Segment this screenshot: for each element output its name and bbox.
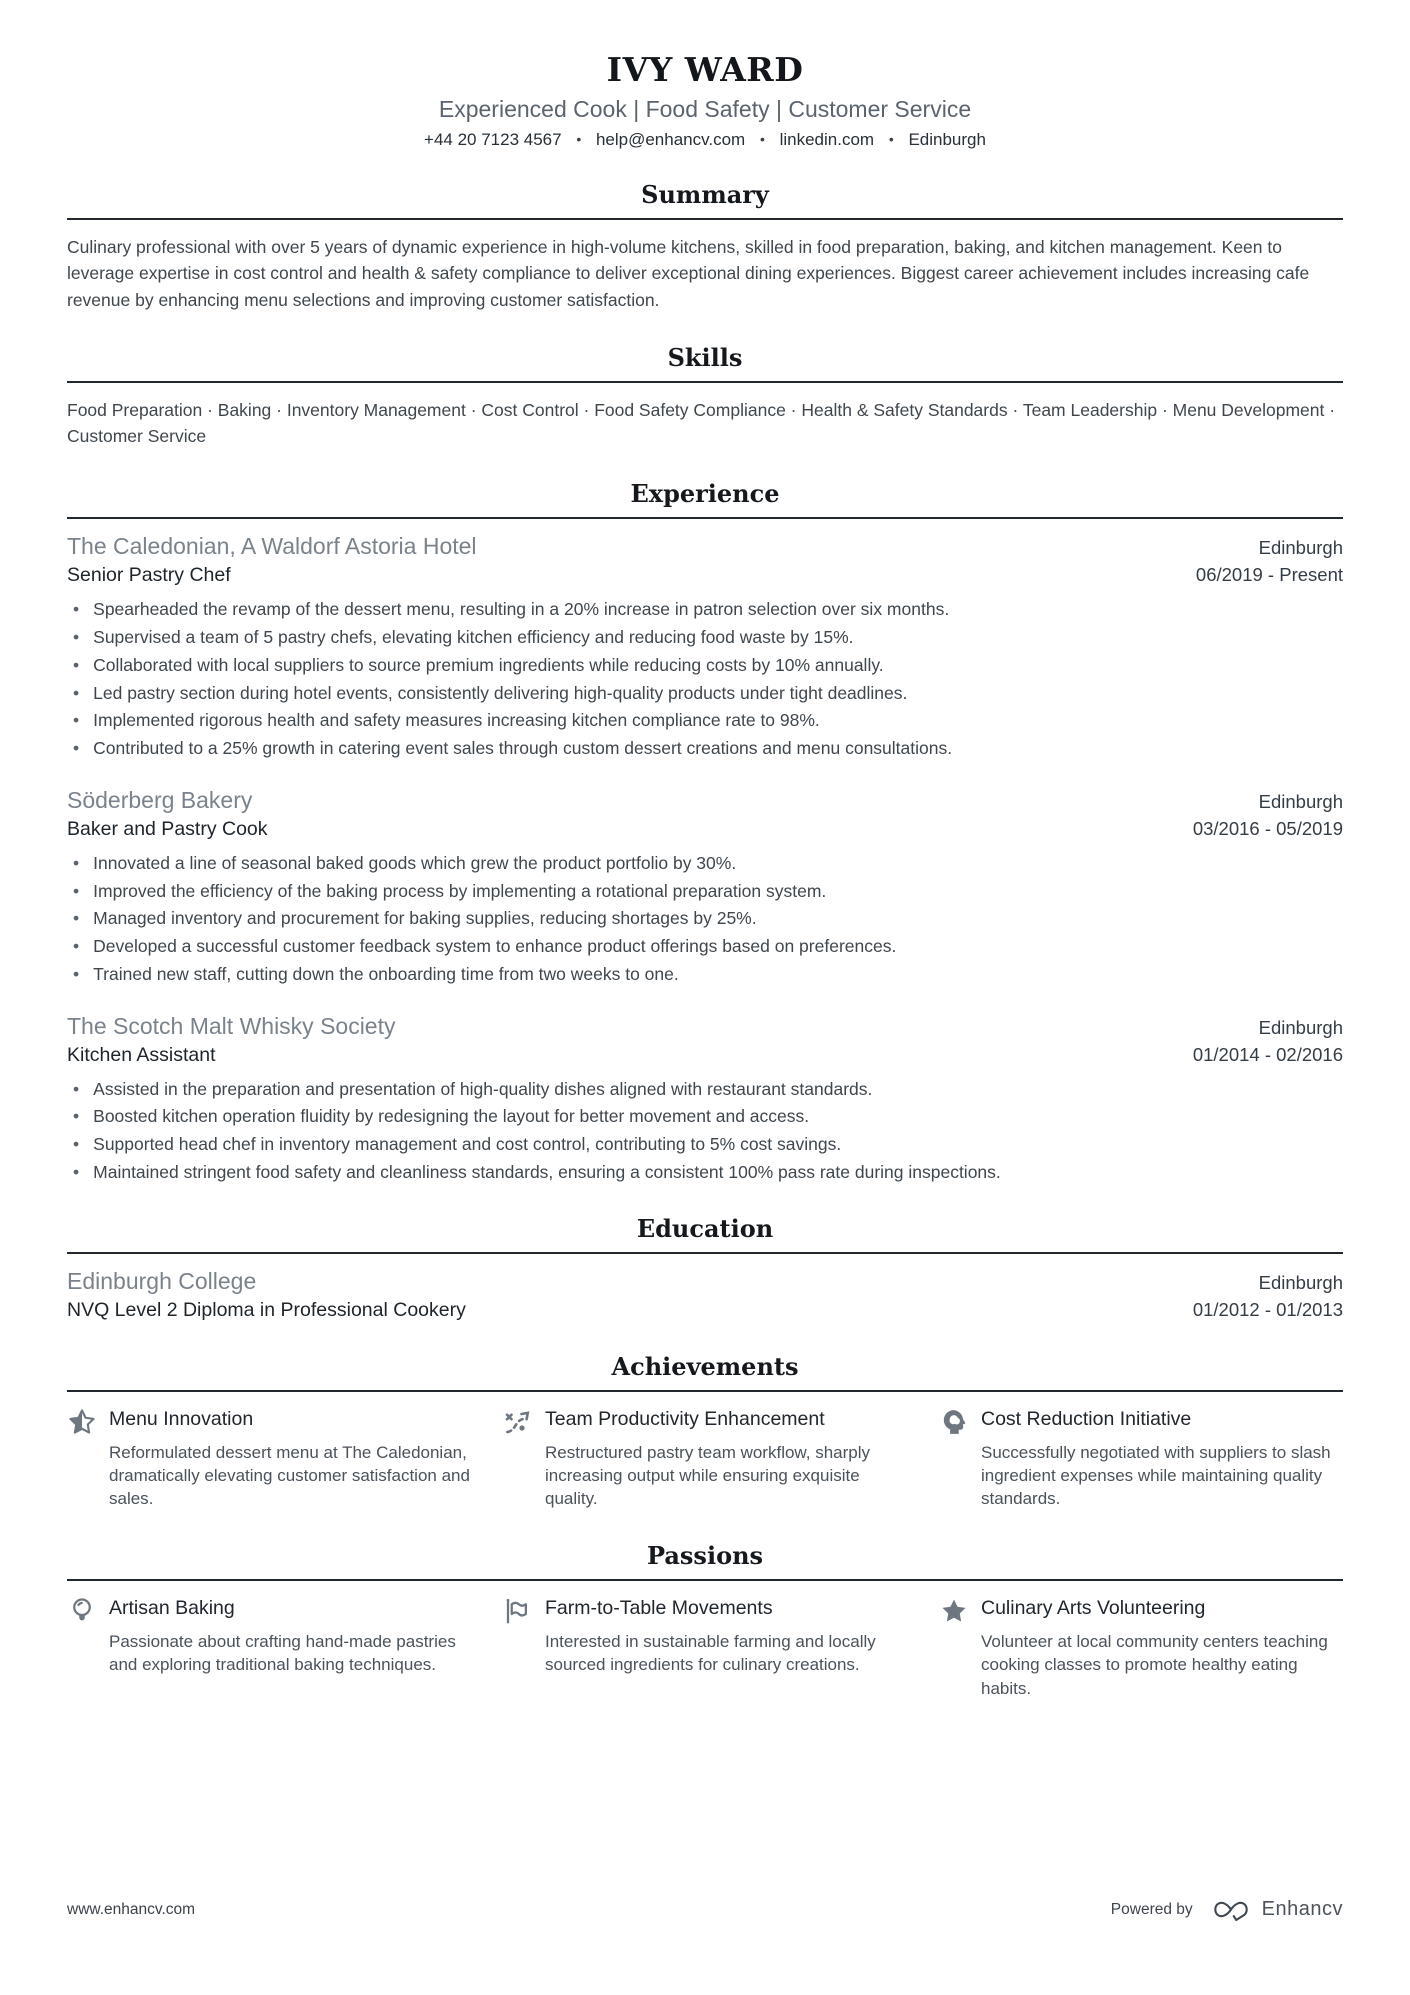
section-rule [67, 517, 1343, 519]
job-bullet: • Boosted kitchen operation fluidity by redesigning the layout for better movement and access. [73, 1106, 810, 1127]
achievement-card [939, 1406, 1343, 1511]
degree-name: NVQ Level 2 Diploma in Professional Cookery [67, 1298, 466, 1321]
section-rule [67, 1390, 1343, 1392]
bullet-glyph: • [73, 963, 80, 984]
job-bullet: • Supervised a team of 5 pastry chefs, elevating kitchen efficiency and reducing food waste by 15%. [73, 627, 854, 647]
achievement-text: Successfully negotiated with suppliers to slash ingredient expenses while maintaining quality standards. [981, 1442, 1331, 1509]
bullet-glyph: • [73, 1078, 80, 1099]
bullet-separator: • [888, 131, 894, 147]
achievement-title: Menu Innovation [109, 1407, 254, 1430]
contact-phone: +44 20 7123 4567 [424, 130, 562, 149]
company-name: The Caledonian, A Waldorf Astoria Hotel [67, 533, 477, 560]
resume-header [67, 50, 1343, 150]
section-skills [67, 343, 1343, 450]
job-bullet: • Led pastry section during hotel events, consistently delivering high-quality products under tight deadlines. [73, 682, 908, 703]
job-title: Senior Pastry Chef [67, 564, 231, 587]
job-bullet-list [67, 852, 1343, 986]
bullet-glyph: • [73, 880, 80, 901]
job-title: Baker and Pastry Cook [67, 817, 268, 840]
job-bullet: • Managed inventory and procurement for baking supplies, reducing shortages by 25%. [73, 908, 757, 929]
section-experience [67, 479, 1343, 1183]
bullet-glyph: • [73, 852, 80, 873]
bullet-glyph: • [73, 1161, 80, 1182]
powered-by-label: Powered by [1110, 1900, 1193, 1918]
job-bullet-list [67, 598, 1343, 760]
contact-line [67, 130, 1343, 150]
section-rule [67, 218, 1343, 220]
education-dates: 01/2012 - 01/2013 [1192, 1298, 1343, 1320]
skills-heading: Skills [667, 342, 743, 372]
job-bullet: • Trained new staff, cutting down the onboarding time from two weeks to one. [73, 963, 679, 984]
company-name: The Scotch Malt Whisky Society [67, 1012, 396, 1039]
footer-website-link[interactable]: www.enhancv.com [67, 1900, 196, 1918]
bullet-glyph: • [73, 627, 80, 647]
candidate-name: IVY WARD [606, 50, 804, 89]
contact-email[interactable]: help@enhancv.com [595, 130, 746, 149]
bullet-glyph: • [73, 1134, 80, 1154]
job-bullet: • Collaborated with local suppliers to source premium ingredients while reducing costs by 10% annually. [73, 654, 884, 675]
section-rule [67, 381, 1343, 383]
education-entry [67, 1268, 1343, 1322]
job-title: Kitchen Assistant [67, 1043, 216, 1066]
skills-list: Food Preparation · Baking · Inventory Management · Cost Control · Food Safety Compliance · Health & Safety Standards · Team Leadership · Menu Development · Customer Service [67, 399, 1336, 446]
job-dates: 06/2019 - Present [1195, 564, 1343, 586]
education-heading: Education [636, 1213, 774, 1243]
star-icon [939, 1595, 969, 1626]
bullet-separator: • [759, 131, 765, 147]
job-bullet: • Assisted in the preparation and presentation of high-quality dishes aligned with restaurant standards. [73, 1078, 873, 1099]
lightbulb-icon [67, 1595, 97, 1626]
experience-entry [67, 787, 1343, 986]
job-bullet: • Contributed to a 25% growth in catering event sales through custom dessert creations and menu consultations. [73, 738, 953, 758]
passion-card [503, 1595, 907, 1700]
bullet-glyph: • [73, 599, 80, 620]
passion-title: Farm-to-Table Movements [545, 1596, 773, 1619]
job-location: Edinburgh [1258, 537, 1343, 559]
achievement-card [503, 1406, 907, 1511]
bullet-separator: • [576, 131, 582, 147]
bullet-glyph: • [73, 682, 80, 703]
job-bullet: • Maintained stringent food safety and cleanliness standards, ensuring a consistent 100% pass rate during inspections. [73, 1161, 1001, 1182]
passion-card [939, 1595, 1343, 1700]
enhancv-logo-icon [1209, 1896, 1253, 1923]
company-name: Söderberg Bakery [67, 786, 253, 813]
section-passions [67, 1541, 1343, 1700]
job-bullet: • Supported head chef in inventory management and cost control, contributing to 5% cost savings. [73, 1134, 842, 1154]
passions-heading: Passions [646, 1540, 764, 1570]
passion-title: Culinary Arts Volunteering [981, 1596, 1206, 1619]
flag-icon [503, 1595, 533, 1626]
strategy-icon [503, 1406, 533, 1437]
section-summary [67, 180, 1343, 313]
experience-heading: Experience [630, 479, 780, 509]
passion-text: Passionate about crafting hand-made pastries and exploring traditional baking techniques. [109, 1631, 456, 1675]
job-bullet: • Implemented rigorous health and safety measures increasing kitchen compliance rate to 98%. [73, 710, 820, 731]
job-bullet: • Improved the efficiency of the baking process by implementing a rotational preparation system. [73, 880, 827, 901]
passion-title: Artisan Baking [109, 1596, 235, 1619]
summary-text: Culinary professional with over 5 years of dynamic experience in high-volume kitchens, skilled in food preparation, baking, and kitchen management. Keen to leverage expertise in cost control and health & safety compliance to deliver exceptional dining experiences. Biggest career achievement includes increasing cafe revenue by enhancing menu selections and improving customer satisfaction. [67, 237, 1310, 310]
experience-entry [67, 1013, 1343, 1184]
achievement-text: Reformulated dessert menu at The Caledonian, dramatically elevating customer satisfaction and sales. [109, 1442, 470, 1509]
job-bullet: • Innovated a line of seasonal baked goods which grew the product portfolio by 30%. [73, 852, 737, 873]
contact-linkedin[interactable]: linkedin.com [779, 130, 875, 149]
achievement-title: Team Productivity Enhancement [545, 1407, 825, 1430]
bullet-glyph: • [73, 654, 80, 675]
achievement-title: Cost Reduction Initiative [981, 1407, 1192, 1430]
passion-text: Volunteer at local community centers teaching cooking classes to promote healthy eating habits. [981, 1631, 1328, 1698]
job-dates: 01/2014 - 02/2016 [1192, 1043, 1343, 1065]
job-dates: 03/2016 - 05/2019 [1192, 817, 1343, 839]
mind-icon [939, 1406, 969, 1437]
section-education [67, 1214, 1343, 1322]
job-bullet: • Spearheaded the revamp of the dessert menu, resulting in a 20% increase in patron selection over six months. [73, 599, 950, 620]
bullet-glyph: • [73, 1106, 80, 1127]
summary-heading: Summary [641, 180, 769, 209]
bullet-glyph: • [73, 738, 80, 758]
bullet-glyph: • [73, 710, 80, 731]
section-rule [67, 1252, 1343, 1254]
enhancv-brand-name: Enhancv [1261, 1898, 1343, 1920]
section-rule [67, 1579, 1343, 1581]
bullet-glyph: • [73, 908, 80, 929]
job-location: Edinburgh [1258, 790, 1343, 812]
page-footer [67, 1896, 1343, 1923]
job-location: Edinburgh [1258, 1016, 1343, 1038]
bullet-glyph: • [73, 936, 80, 956]
experience-entry [67, 533, 1343, 760]
school-name: Edinburgh College [67, 1267, 257, 1294]
achievement-text: Restructured pastry team workflow, sharply increasing output while ensuring exquisite quality. [545, 1442, 871, 1509]
job-bullet: • Developed a successful customer feedback system to enhance product offerings based on preferences. [73, 936, 897, 956]
achievement-card [67, 1406, 471, 1511]
passion-text: Interested in sustainable farming and locally sourced ingredients for culinary creations. [545, 1631, 876, 1675]
school-location: Edinburgh [1258, 1271, 1343, 1293]
candidate-tagline: Experienced Cook | Food Safety | Customer Service [438, 96, 972, 122]
section-achievements [67, 1352, 1343, 1511]
job-bullet-list [67, 1078, 1343, 1184]
enhancv-logo-link[interactable] [1209, 1896, 1343, 1923]
half-star-icon [67, 1406, 97, 1437]
achievements-heading: Achievements [611, 1351, 799, 1381]
passion-card [67, 1595, 471, 1700]
contact-location: Edinburgh [908, 130, 986, 149]
